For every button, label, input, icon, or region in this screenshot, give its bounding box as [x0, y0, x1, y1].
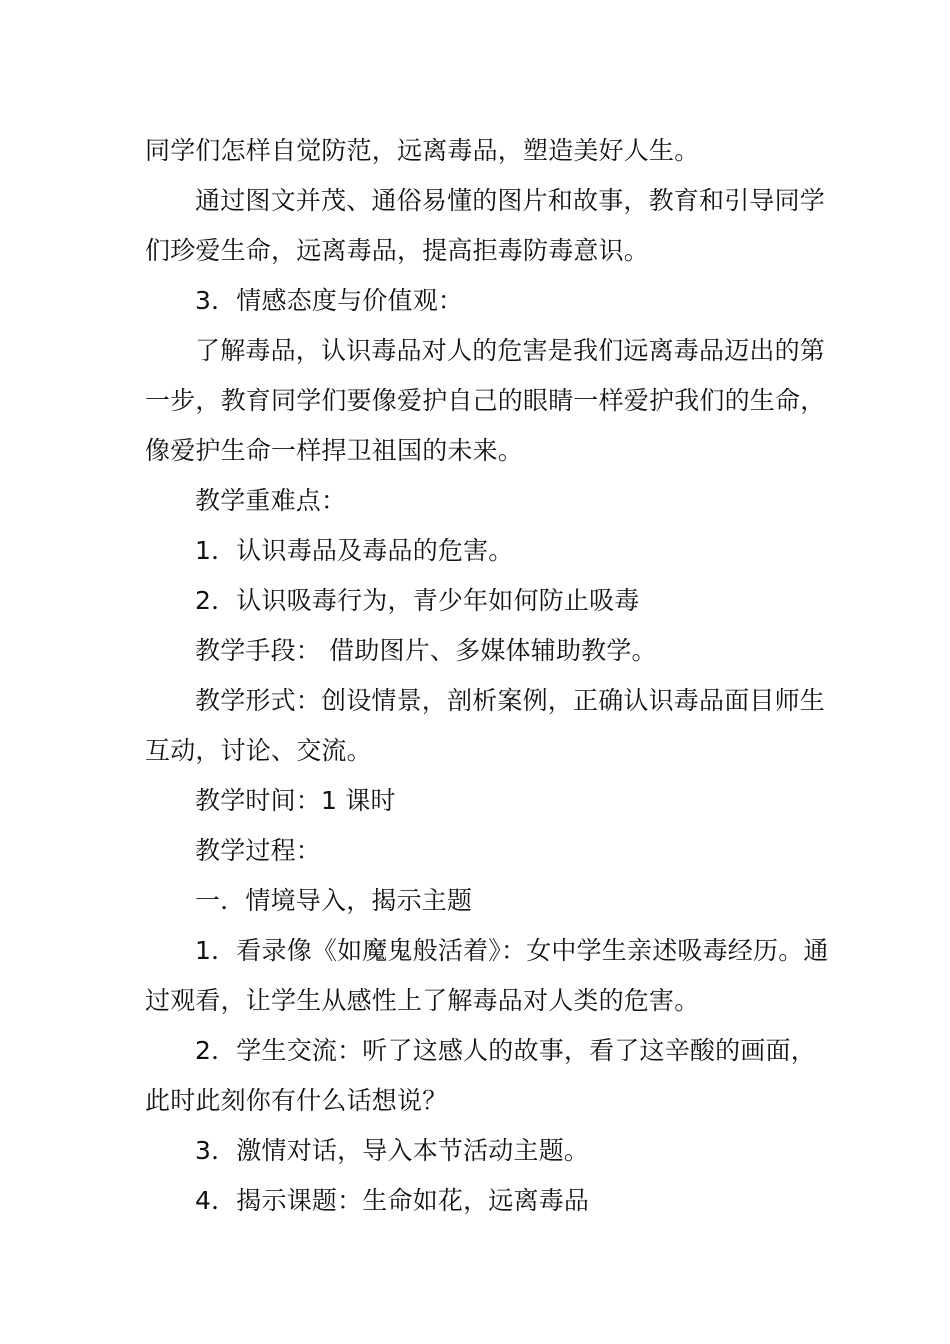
paragraph-heading-attitude: 3．情感态度与价值观： [195, 286, 464, 315]
paragraph-step-3: 3．激情对话，导入本节活动主题。 [195, 1136, 590, 1165]
paragraph-step-1: 1．看录像《如魔鬼般活着》：女中学生亲述吸毒经历。通过观看，让学生从感性上了解毒品对人类的危害。 [145, 936, 829, 1015]
paragraph-heading-key-points: 教学重难点： [195, 486, 347, 515]
paragraph-key-point-1: 1．认识毒品及毒品的危害。 [195, 536, 514, 565]
paragraph-teaching-means: 教学手段： 借助图片、多媒体辅助教学。 [195, 636, 657, 665]
paragraph-key-point-2: 2．认识吸毒行为，青少年如何防止吸毒 [195, 586, 640, 615]
paragraph-step-4: 4．揭示课题：生命如花，远离毒品 [195, 1186, 590, 1215]
paragraph-teaching-form: 教学形式：创设情景，剖析案例，正确认识毒品面目师生互动，讨论、交流。 [145, 686, 826, 765]
paragraph-intro-continuation: 同学们怎样自觉防范，远离毒品，塑造美好人生。 [145, 136, 700, 165]
paragraph-heading-process: 教学过程： [195, 836, 322, 865]
document-body [145, 126, 835, 1226]
paragraph-attitude-body: 了解毒品，认识毒品对人的危害是我们远离毒品迈出的第一步，教育同学们要像爱护自己的眼睛一样爱护我们的生命，像爱护生命一样捍卫祖国的未来。 [145, 336, 826, 465]
paragraph-teaching-time: 教学时间：1 课时 [195, 786, 396, 815]
paragraph-section-1-title: 一．情境导入，揭示主题 [195, 886, 473, 915]
paragraph-step-2: 2．学生交流：听了这感人的故事，看了这辛酸的画面，此时此刻你有什么话想说？ [145, 1036, 816, 1115]
paragraph-method-goal: 通过图文并茂、通俗易懂的图片和故事，教育和引导同学们珍爱生命，远离毒品，提高拒毒防毒意识。 [145, 186, 826, 265]
